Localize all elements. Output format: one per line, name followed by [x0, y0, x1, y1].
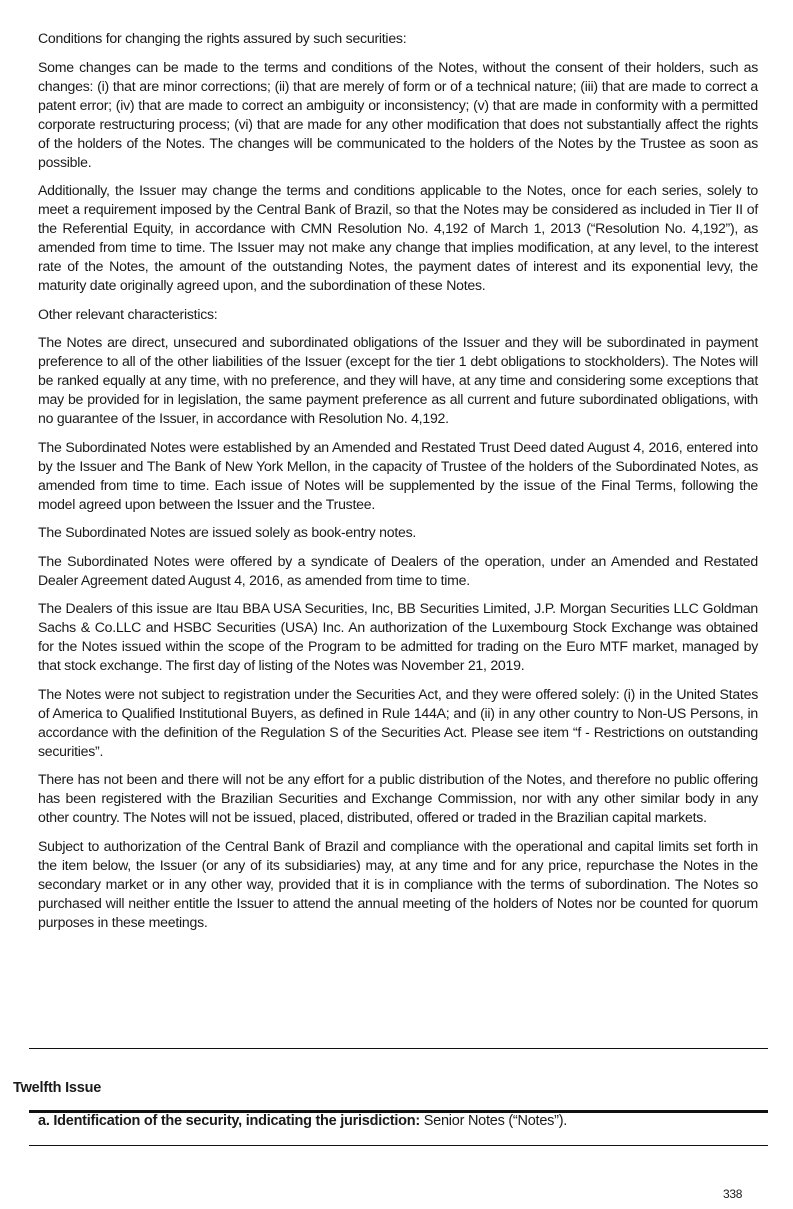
paragraph-conditions-heading: Conditions for changing the rights assured by such securities:: [38, 30, 407, 46]
item-label: a. Identification of the security, indicating the jurisdiction:: [38, 1113, 420, 1129]
paragraph-repurchase: Subject to authorization of the Central Bank of Brazil and compliance with the operational and capital limits set forth in the item below, the Issuer (or any of its subsidiaries) may, at any time and for any price, repurchase the Notes in the secondary market or in any other way, provided that it is in compliance with the terms of subordination. The Notes so purchased will neither entitle the Issuer to attend the annual meeting of the holders of Notes nor be counted for quorum purposes in these meetings.: [38, 837, 758, 930]
item-divider-bottom: [29, 1145, 768, 1146]
paragraph-dealer-syndicate: The Subordinated Notes were offered by a syndicate of Dealers of the operation, under an Amended and Restated Dealer Agreement dated August 4, 2016, as amended from time to time.: [38, 552, 758, 588]
document-body: [38, 29, 758, 941]
paragraph-trust-deed: The Subordinated Notes were established by an Amended and Restated Trust Deed dated August 4, 2016, entered into by the Issuer and The Bank of New York Mellon, in the capacity of Trustee of the holders of the Subordinated Notes, as amended from time to time. Each issue of Notes will be supplemented by the issue of the Final Terms, following the model agreed upon between the Issuer and the Trustee.: [38, 438, 758, 512]
page-number: 338: [723, 1187, 743, 1201]
paragraph-other-characteristics-heading: Other relevant characteristics:: [38, 305, 218, 322]
security-identification-item: [38, 1113, 567, 1129]
paragraph-no-public-distribution: There has not been and there will not be any effort for a public distribution of the Notes, and therefore no public offering has been registered with the Brazilian Securities and Exchange Commission, nor with any other similar body in any other country. The Notes will not be issued, placed, distributed, offered or traded in the Brazilian capital markets.: [38, 771, 758, 825]
section-divider-top: [29, 1048, 768, 1049]
paragraph-securities-act: The Notes were not subject to registration under the Securities Act, and they were offered solely: (i) in the United States of America to Qualified Institutional Buyers, as defined in Rule 144A; and (ii) in any other country to Non-US Persons, in accordance with the definition of the Regulation S of the Securities Act. Please see item “f - Restrictions on outstanding securities”.: [38, 685, 758, 759]
paragraph-subordinated-obligations: The Notes are direct, unsecured and subordinated obligations of the Issuer and they will be subordinated in payment preference to all of the other liabilities of the Issuer (except for the tier 1 debt obligations to stockholders). The Notes will be ranked equally at any time, with no preference, and they will have, at any time and considering some exceptions that may be provided for in legislation, the same payment preference as all current and future subordinated obligations, with no guarantee of the Issuer, in accordance with Resolution No. 4,192.: [38, 334, 758, 426]
section-title: Twelfth Issue: [13, 1080, 102, 1096]
paragraph-book-entry: The Subordinated Notes are issued solely as book-entry notes.: [38, 524, 417, 540]
paragraph-central-bank-changes: Additionally, the Issuer may change the terms and conditions applicable to the Notes, once for each series, solely to meet a requirement imposed by the Central Bank of Brazil, so that the Notes may be considered as included in Tier II of the Referential Equity, in accordance with CMN Resolution No. 4,192 of March 1, 2013 (“Resolution No. 4,192”), as amended from time to time. The Issuer may not make any change that implies modification, at any level, to the interest rate of the Notes, the amount of the outstanding Notes, the payment dates of interest and its exponential levy, the maturity date originally agreed upon, and the subordination of these Notes.: [38, 182, 758, 293]
paragraph-dealers-listing: The Dealers of this issue are Itau BBA USA Securities, Inc, BB Securities Limited, J.P. Morgan Securities LLC Goldman Sachs & Co.LLC and HSBC Securities (USA) Inc. An authorization of the Luxembourg Stock Exchange was obtained for the Notes issued within the scope of the Program to be admitted for trading on the Euro MTF market, managed by that stock exchange. The first day of listing of the Notes was November 21, 2019.: [38, 600, 758, 673]
item-value: Senior Notes (“Notes”).: [419, 1113, 568, 1129]
paragraph-changes-without-consent: Some changes can be made to the terms and conditions of the Notes, without the consent of their holders, such as changes: (i) that are minor corrections; (ii) that are merely of form or of a technical nature; (iii) that are made to correct a patent error; (iv) that are made to correct an ambiguity or inconsistency; (v) that are made in conformity with a permitted corporate restructuring process; (vi) that are made for any other modification that does not substantially affect the rights of the holders of the Notes. The changes will be communicated to the holders of the Notes by the Trustee as soon as possible.: [38, 58, 758, 170]
